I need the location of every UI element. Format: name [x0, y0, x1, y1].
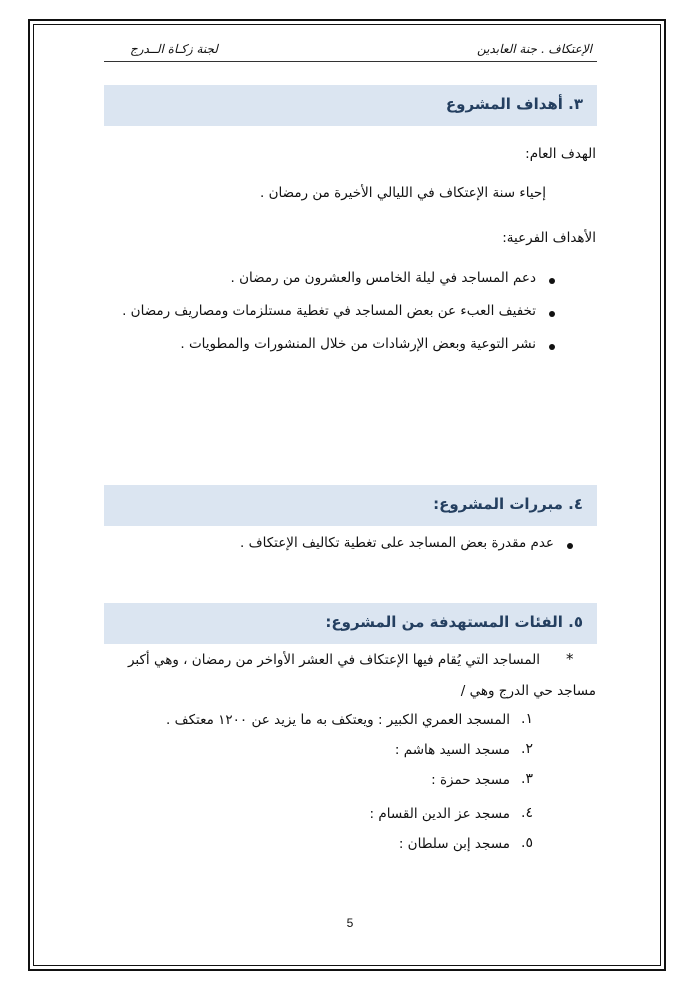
- sub-goal-item: نشر التوعية وبعض الإرشادات من خلال المنشورات والمطويات .: [180, 336, 536, 352]
- justification-item: عدم مقدرة بعض المساجد على تغطية تكاليف الإعتكاف .: [240, 535, 554, 551]
- header-divider: [104, 61, 597, 62]
- section-4-title: ٤. مبررات المشروع:: [433, 495, 583, 513]
- mosque-item: مسجد حمزة :: [431, 772, 510, 788]
- mosque-item: مسجد إبن سلطان :: [398, 836, 510, 852]
- section-3-title: ٣. أهداف المشروع: [445, 95, 583, 113]
- section-4-band: [104, 485, 597, 526]
- section-5-band: [104, 603, 597, 644]
- bullet-dot: [567, 543, 573, 549]
- mosque-item: مسجد السيد هاشم :: [394, 742, 510, 758]
- list-number: ٣.: [521, 771, 533, 787]
- general-goal-text: إحياء سنة الإعتكاف في الليالي الأخيرة من رمضان .: [260, 185, 546, 201]
- target-intro-line-1: المساجد التي يُقام فيها الإعتكاف في العشر الأواخر من رمضان ، وهي أكبر: [127, 652, 540, 668]
- mosque-item: مسجد عز الدين القسام :: [369, 806, 510, 822]
- star-marker: *: [566, 650, 574, 668]
- sub-goal-item: تخفيف العبء عن بعض المساجد في تغطية مستلزمات ومصاريف رمضان .: [122, 303, 536, 319]
- sub-goals-label: الأهداف الفرعية:: [502, 230, 596, 246]
- header-left-text: لجنة زكـاة الــدرج: [130, 42, 218, 56]
- target-intro-line-2: مساجد حي الدرج وهي /: [460, 683, 596, 699]
- list-number: ٢.: [521, 741, 533, 757]
- bullet-dot: [549, 278, 555, 284]
- list-number: ٤.: [521, 805, 533, 821]
- list-number: ٥.: [521, 835, 533, 851]
- general-goal-label: الهدف العام:: [525, 146, 596, 162]
- bullet-dot: [549, 311, 555, 317]
- mosque-item: المسجد العمري الكبير : ويعتكف به ما يزيد عن ١٢٠٠ معتكف .: [166, 712, 510, 728]
- sub-goal-item: دعم المساجد في ليلة الخامس والعشرون من رمضان .: [230, 270, 536, 286]
- header-right-text: الإعتكاف . جنة العابدين: [477, 42, 592, 56]
- page-number: 5: [346, 916, 354, 930]
- section-5-title: ٥. الفئات المستهدفة من المشروع:: [325, 613, 583, 631]
- list-number: ١.: [521, 711, 533, 727]
- bullet-dot: [549, 344, 555, 350]
- section-3-band: [104, 85, 597, 126]
